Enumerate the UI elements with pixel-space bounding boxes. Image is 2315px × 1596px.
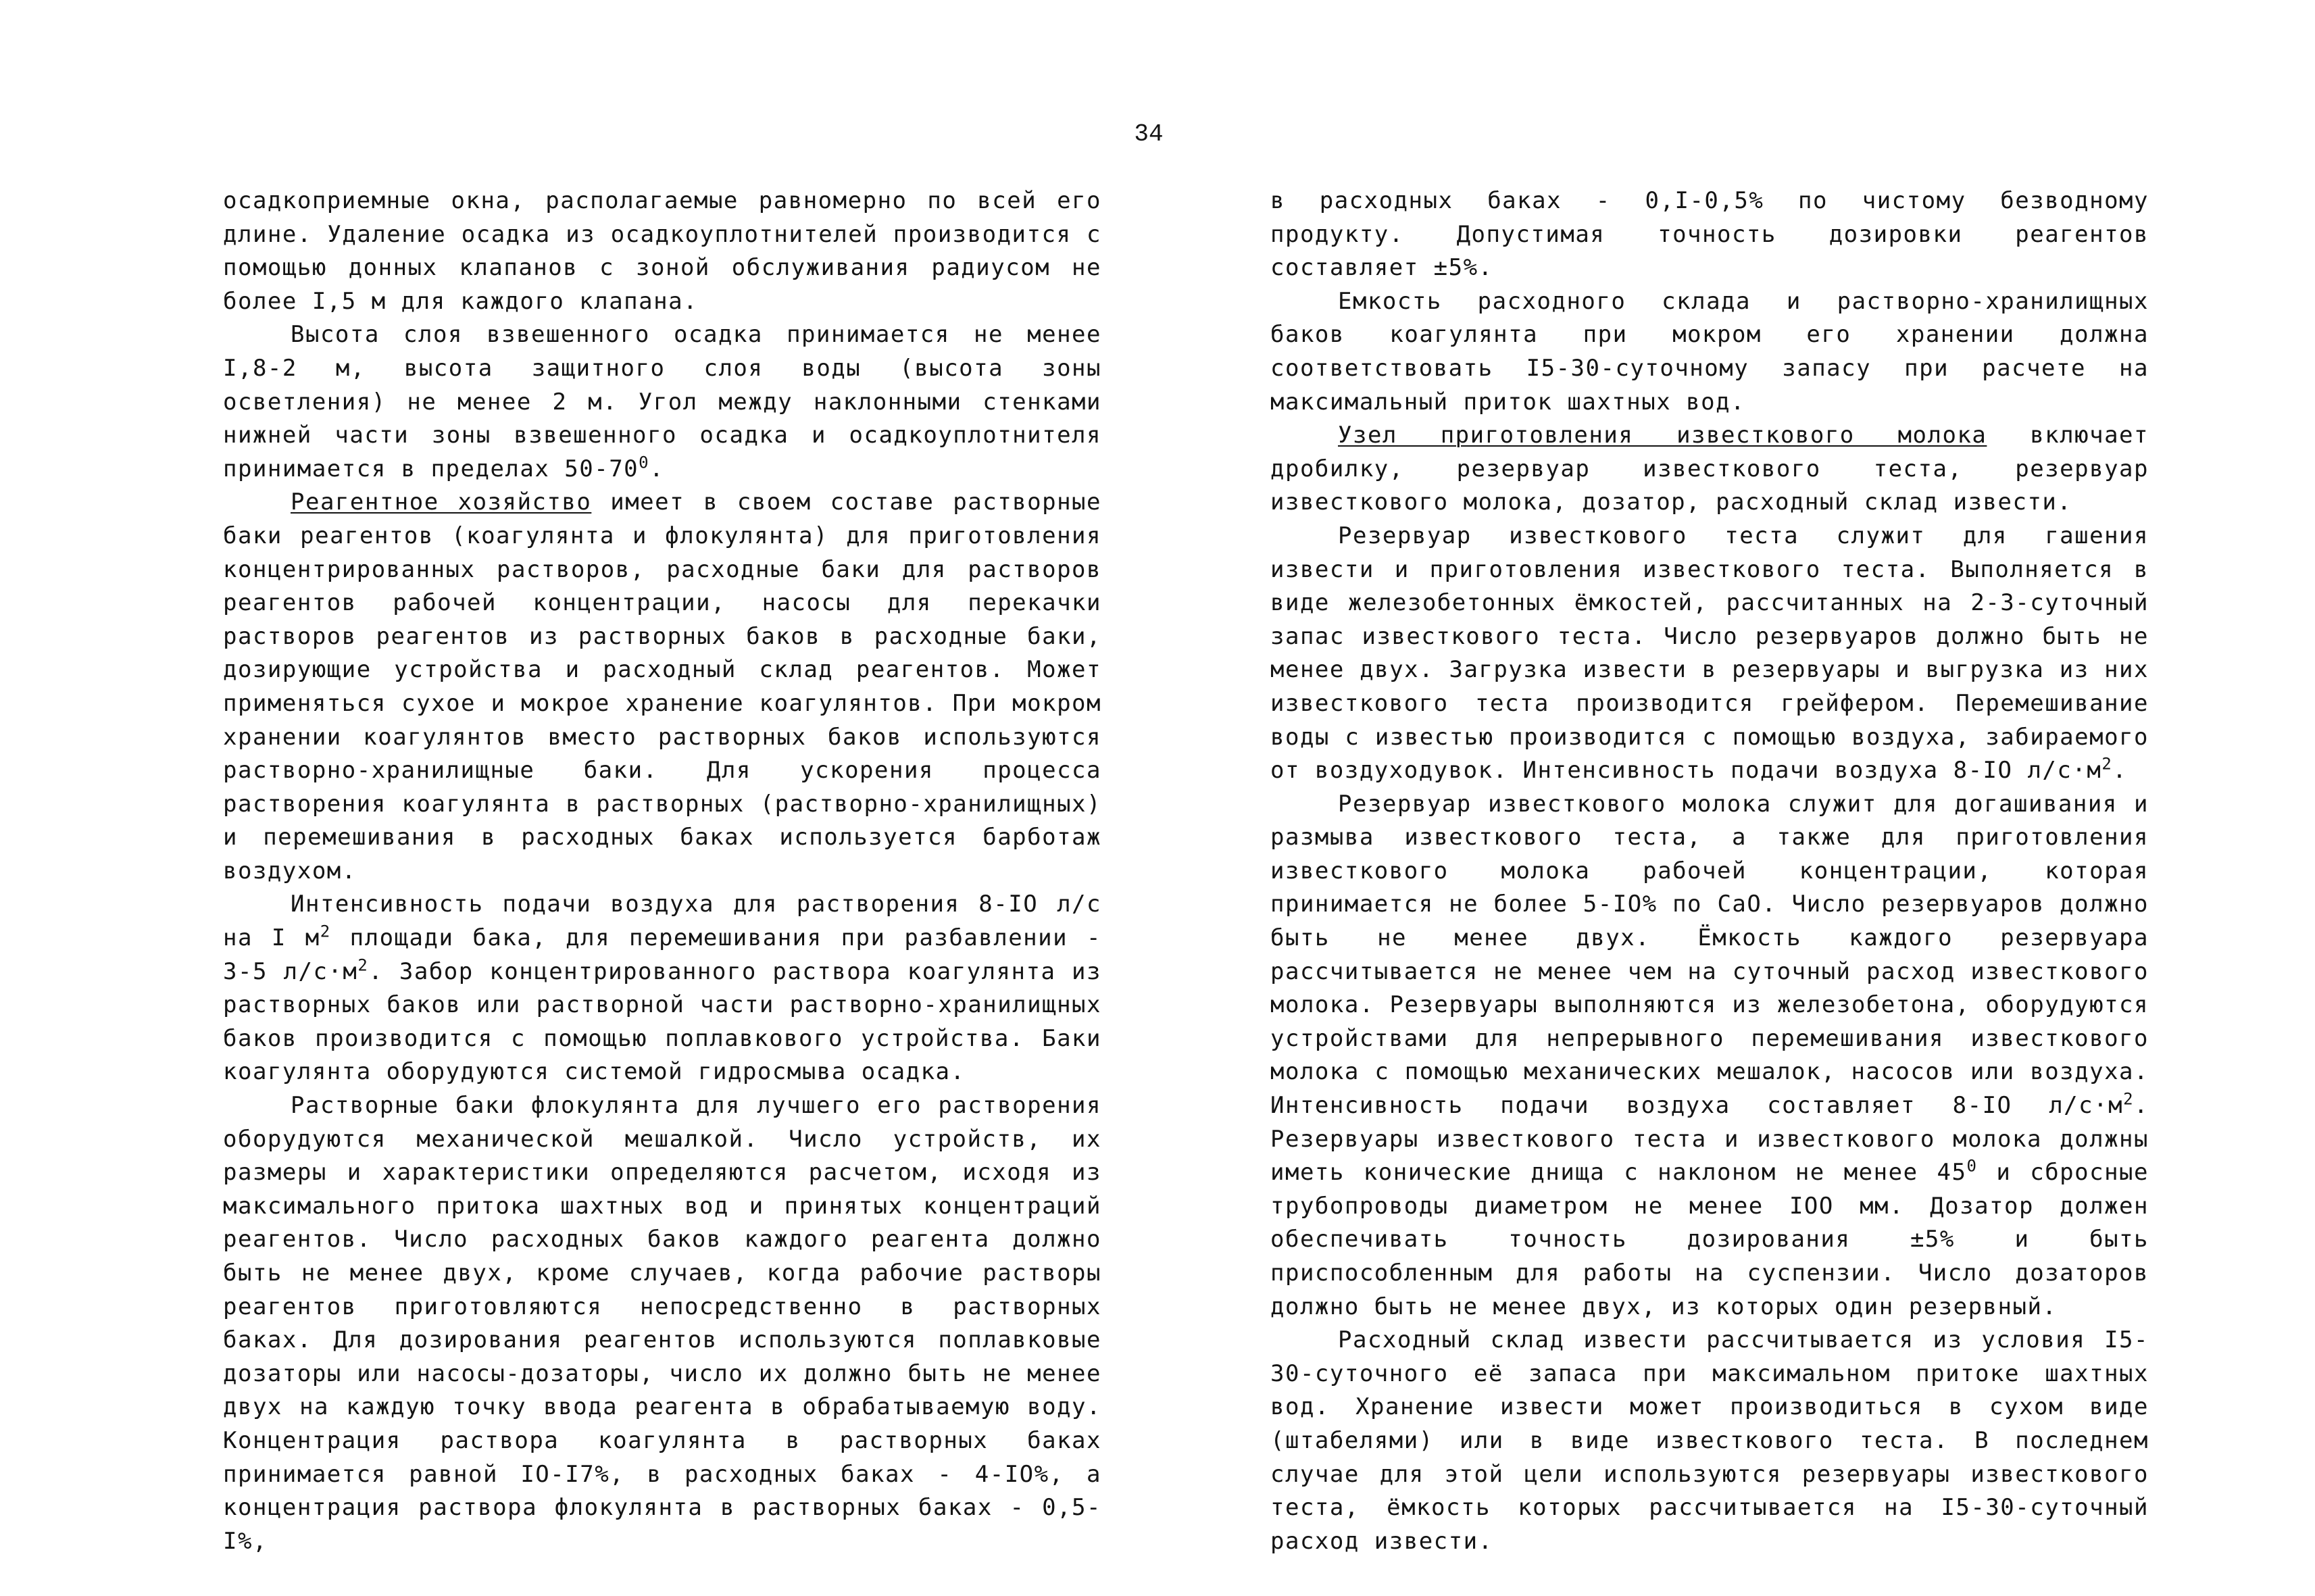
left-p2-text: Высота слоя взвешенного осадка принимается не менее I,8-2 м, высота защитного слоя воды (высота зоны осветления) не менее 2 м. Угол между наклонными стенками нижней части зоны взвешенного осадка и осадкоуплотнителя принимается в пределах 50-70 <box>223 321 1101 482</box>
left-paragraph-4 <box>223 888 1101 1089</box>
degree-superscript: 0 <box>1966 1156 1978 1176</box>
left-p2-end: . <box>649 455 665 482</box>
right-p4-text-b: . <box>2112 757 2128 784</box>
left-p4-text-a: Интенсивность подачи воздуха для растворения 8-IO л/с на I м <box>223 891 1101 952</box>
right-p4-text-a: Резервуар известкового теста служит для гашения извести и приготовления известкового теста. Выполняется в виде железобетонных ёмкостей, рассчитанных на 2-3-суточный запас известкового теста. Число резервуаров должно быть не менее двух. Загрузка извести в резервуары и выгрузка из них известкового теста производится грейфером. Перемешивание воды с известью производится с помощью воздуха, забираемого от воздуходувок. Интенсивность подачи воздуха 8-IO л/с·м <box>1270 522 2149 784</box>
right-paragraph-6: Расходный склад извести рассчитывается из условия I5-30-суточного её запаса при максимальном притоке шахтных вод. Хранение извести может производиться в сухом виде (штабелями) или в виде известкового теста. В последнем случае для этой цели используются резервуары известкового теста, ёмкость которых рассчитывается на I5-30-суточный расход извести. <box>1270 1326 2149 1555</box>
degree-superscript: 0 <box>639 453 650 472</box>
squared-superscript: 2 <box>357 955 369 975</box>
left-paragraph-3 <box>223 486 1101 888</box>
right-paragraph-1: в расходных баках - 0,I-0,5% по чистому безводному продукту. Допустимая точность дозировки реагентов составляет ±5%. <box>1270 187 2149 282</box>
right-p5-text-c: и сбросные трубопроводы диаметром не менее IOO мм. Дозатор должен обеспечивать точность дозирования ±5% и быть приспособленным для работы на суспензии. Число дозаторов должно быть не менее двух, из которых один резервный. <box>1270 1159 2149 1320</box>
squared-superscript: 2 <box>2101 754 2113 774</box>
left-paragraph-5: Растворные баки флокулянта для лучшего его растворения оборудуются механической мешалкой. Число устройств, их размеры и характеристики определяются расчетом, исходя из максимального притока шахтных вод и принятых концентраций реагентов. Число расходных баков каждого реагента должно быть не менее двух, кроме случаев, когда рабочие растворы реагентов приготовляются непосредственно в растворных баках. Для дозирования реагентов используются поплавковые дозаторы или насосы-дозаторы, число их должно быть не менее двух на каждую точку ввода реагента в обрабатываемую воду. Концентрация раствора коагулянта в растворных баках принимается равной IO-I7%, в расходных баках - 4-IO%, а концентрация раствора флокулянта в растворных баках - 0,5-I%, <box>223 1092 1101 1555</box>
left-p3-text: имеет в своем составе растворные баки реагентов (коагулянта и флокулянта) для приготовления концентрированных растворов, расходные баки для растворов реагентов рабочей концентрации, насосы для перекачки растворов реагентов из растворных баков в расходные баки, дозирующие устройства и расходный склад реагентов. Может применяться сухое и мокрое хранение коагулянтов. При мокром хранении коагулянтов вместо растворных баков используются растворно-хранилищные баки. Для ускорения процесса растворения коагулянта в растворных (растворно-хранилищных) и перемешивания в расходных баках используется барботаж воздухом. <box>223 489 1101 884</box>
right-paragraph-5 <box>1270 788 2149 1324</box>
right-paragraph-4 <box>1270 520 2149 788</box>
right-paragraph-2: Емкость расходного склада и растворно-хранилищных баков коагулянта при мокром его хранении должна соответствовать I5-30-суточному запасу при расчете на максимальный приток шахтных вод. <box>1270 287 2149 416</box>
squared-superscript: 2 <box>2123 1089 2135 1109</box>
left-column <box>223 184 1101 1558</box>
left-paragraph-2 <box>223 318 1101 486</box>
left-p4-text-c: . Забор концентрированного раствора коагулянта из растворных баков или растворной части растворно-хранилищных баков производится с помощью поплавкового устройства. Баки коагулянта оборудуются системой гидросмыва осадка. <box>223 957 1101 1086</box>
right-column <box>1270 184 2149 1558</box>
right-p5-text-b: . Резервуары известкового теста и известкового молока должны иметь конические днища с наклоном не менее 45 <box>1270 1092 2149 1187</box>
right-p5-text-a: Резервуар известкового молока служит для догашивания и размыва известкового теста, а также для приготовления известкового молока рабочей концентрации, которая принимается не более 5-IO% по CaO. Число резервуаров должно быть не менее двух. Ёмкость каждого резервуара рассчитывается не менее чем на суточный расход известкового молока. Резервуары выполняются из железобетона, оборудуются устройствами для непрерывного перемешивания известкового молока с помощью механических мешалок, насосов или воздуха. Интенсивность подачи воздуха составляет 8-IO л/с·м <box>1270 790 2149 1120</box>
lime-unit-section-heading: Узел приготовления известкового молока <box>1338 422 1987 449</box>
left-p4-text-b: площади бака, для перемешивания при разбавлении - 3-5 л/с·м <box>223 924 1101 985</box>
page-number: 34 <box>1134 120 1164 148</box>
right-paragraph-3 <box>1270 419 2149 520</box>
right-p3-text: включает дробилку, резервуар известкового теста, резервуар известкового молока, дозатор, расходный склад извести. <box>1270 422 2149 516</box>
reagent-section-heading: Реагентное хозяйство <box>291 489 592 516</box>
squared-superscript: 2 <box>320 922 331 941</box>
left-paragraph-1: осадкоприемные окна, располагаемые равномерно по всей его длине. Удаление осадка из осадкоуплотнителей производится с помощью донных клапанов с зоной обслуживания радиусом не более I,5 м для каждого клапана. <box>223 187 1101 315</box>
